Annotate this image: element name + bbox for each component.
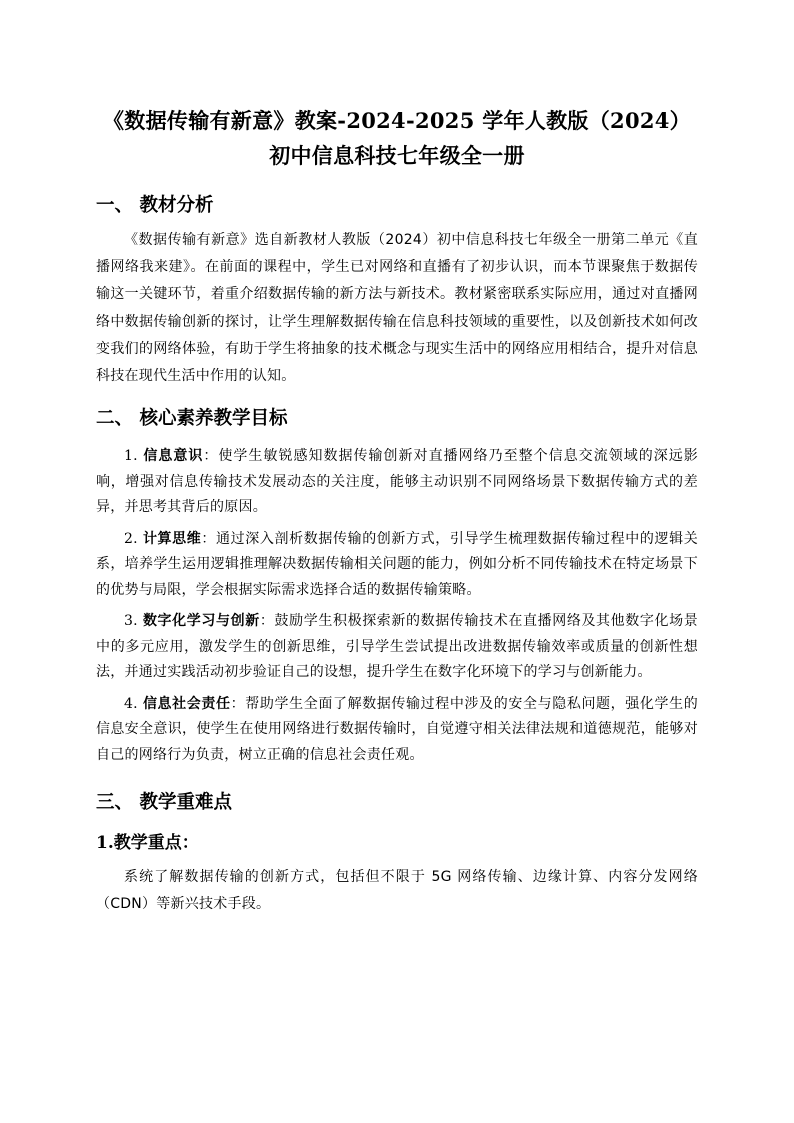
section-heading-key-difficult-points: 三、 教学重难点	[96, 792, 232, 814]
goal-item-information-social-responsibility	[96, 692, 698, 769]
goal-item-information-awareness	[96, 444, 698, 521]
goal-text: ：通过深入剖析数据传输的创新方式，引导学生梳理数据传输过程中的逻辑关系，培养学生运用逻辑推理解决数据传输相关问题的能力，例如分析不同传输技术在特定场景下的优势与局限，学会根据实际需求选择合适的数据传输策略。	[96, 530, 699, 598]
goal-text: ：使学生敏锐感知数据传输创新对直播网络乃至整个信息交流领域的深远影响，增强对信息传输技术发展动态的关注度，能够主动识别不同网络场景下数据传输方式的差异，并思考其背后的原因。	[96, 448, 699, 516]
subheading-teaching-focus: 1.教学重点：	[96, 833, 199, 854]
goal-number: 1.	[124, 448, 138, 465]
goal-number: 3.	[124, 613, 138, 630]
goal-number: 4.	[124, 695, 138, 712]
document-title-line-1: 《数据传输有新意》教案-2024-2025 学年人教版（2024）	[103, 108, 691, 133]
goal-item-digital-learning-innovation	[96, 609, 698, 686]
document-title-line-2: 初中信息科技七年级全一册	[269, 143, 525, 168]
section-heading-textbook-analysis: 一、 教材分析	[96, 195, 214, 216]
teaching-focus-paragraph: 系统了解数据传输的创新方式，包括但不限于 5G 网络传输、边缘计算、内容分发网络（CDN）等新兴技术手段。	[96, 869, 698, 913]
goal-lead: 信息社会责任	[142, 695, 231, 712]
goal-text: ：帮助学生全面了解数据传输过程中涉及的安全与隐私问题，强化学生的信息安全意识，使学生在使用网络进行数据传输时，自觉遵守相关法律法规和道德规范，能够对自己的网络行为负责，树立正确的信息社会责任观。	[96, 695, 699, 763]
goal-number: 2.	[124, 530, 138, 547]
section-heading-core-literacy-goals: 二、 核心素养教学目标	[96, 408, 288, 430]
goal-lead: 数字化学习与创新	[142, 613, 260, 630]
goal-lead: 信息意识	[143, 448, 204, 465]
document-title	[96, 103, 698, 173]
textbook-analysis-paragraph: 《数据传输有新意》选自新教材人教版（2024）初中信息科技七年级全一册第二单元《直播网络我来建》。在前面的课程中，学生已对网络和直播有了初步认识，而本节课聚焦于数据传输这一关键环节，着重介绍数据传输的新方法与新技术。教材紧密联系实际应用，通过对直播网络中数据传输创新的探讨，让学生理解数据传输在信息科技领域的重要性，以及创新技术如何改变我们的网络体验，有助于学生将抽象的技术概念与现实生活中的网络应用相结合，提升对信息科技在现代生活中作用的认知。	[96, 232, 698, 385]
goal-lead: 计算思维	[142, 530, 202, 547]
goal-text: ：鼓励学生积极探索新的数据传输技术在直播网络及其他数字化场景中的多元应用，激发学生的创新思维，引导学生尝试提出改进数据传输效率或质量的创新性想法，并通过实践活动初步验证自己的设想，提升学生在数字化环境下的学习与创新能力。	[96, 613, 699, 681]
goal-item-computational-thinking	[96, 527, 698, 604]
